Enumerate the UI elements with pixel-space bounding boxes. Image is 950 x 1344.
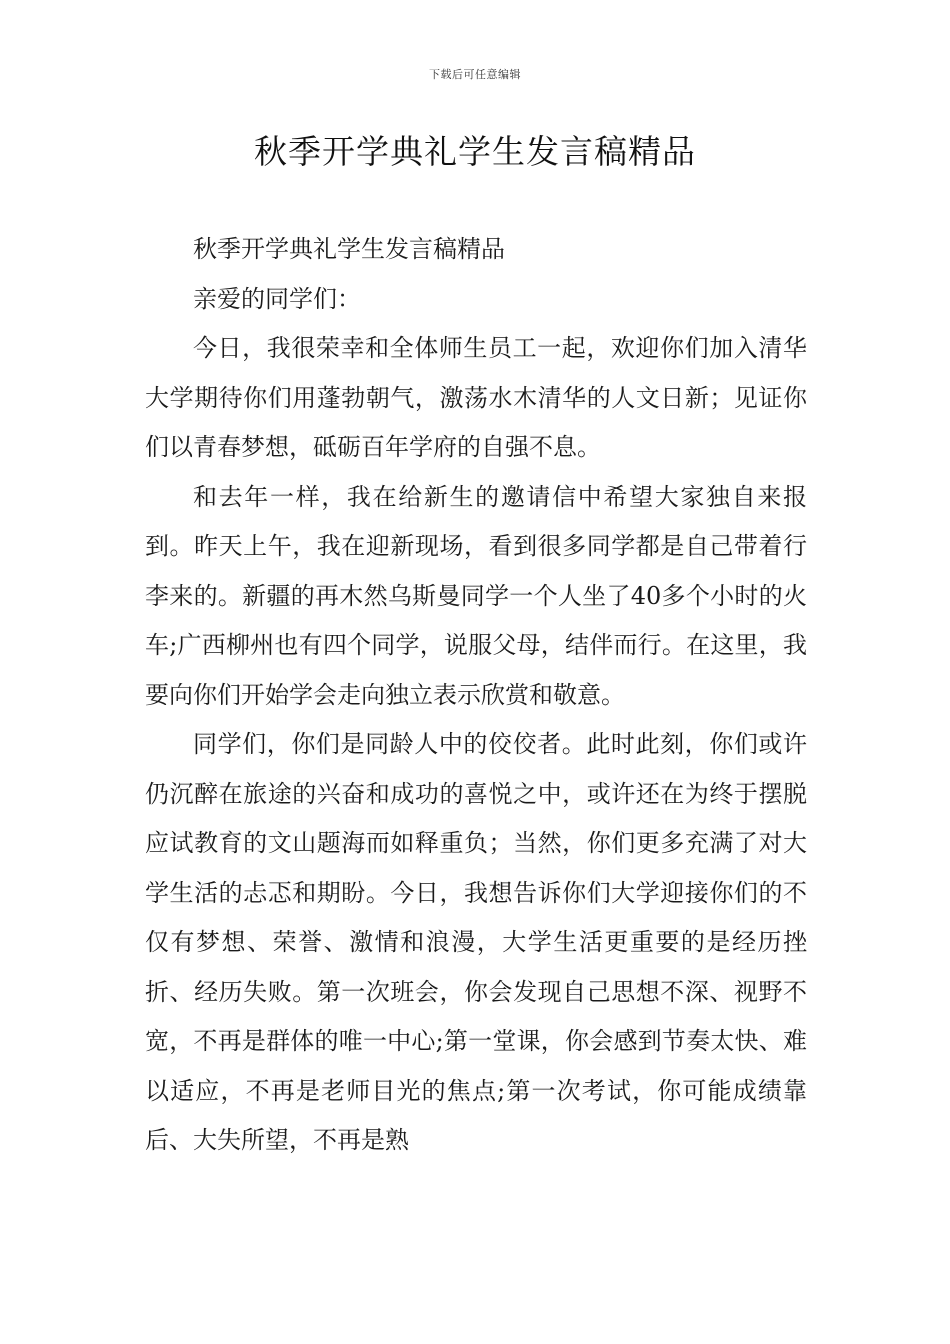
paragraph-subtitle: 秋季开学典礼学生发言稿精品 [193, 235, 505, 263]
paragraph: 今日，我很荣幸和全体师生员工一起，欢迎你们加入清华大学期待你们用蓬勃朝气，激荡水木清华的人文日新；见证你们以青春梦想，砥砺百年学府的自强不息。 [145, 334, 807, 461]
header-note: 下载后可任意编辑 [429, 68, 521, 81]
paragraph-salutation: 亲爱的同学们： [193, 284, 361, 313]
page-title: 秋季开学典礼学生发言稿精品 [254, 132, 696, 171]
paragraph: 同学们，你们是同龄人中的佼佼者。此时此刻，你们或许仍沉醉在旅途的兴奋和成功的喜悦之中，或许还在为终于摆脱应试教育的文山题海而如释重负；当然，你们更多充满了对大学生活的忐忑和期盼。今日，我想告诉你们大学迎接你们的不仅有梦想、荣誉、激情和浪漫，大学生活更重要的是经历挫折、经历失败。第一次班会，你会发现自己思想不深、视野不宽，不再是群体的唯一中心;第一堂课，你会感到节奏太快、难以适应，不再是老师目光的焦点;第一次考试，你可能成绩靠后、大失所望，不再是熟 [145, 730, 807, 1154]
paragraph: 和去年一样，我在给新生的邀请信中希望大家独自来报到。昨天上午，我在迎新现场，看到很多同学都是自己带着行李来的。新疆的再木然乌斯曼同学一个人坐了40多个小时的火车;广西柳州也有四个同学，说服父母，结伴而行。在这里，我要向你们开始学会走向独立表示欣赏和敬意。 [145, 482, 807, 709]
document-body [145, 225, 807, 1166]
